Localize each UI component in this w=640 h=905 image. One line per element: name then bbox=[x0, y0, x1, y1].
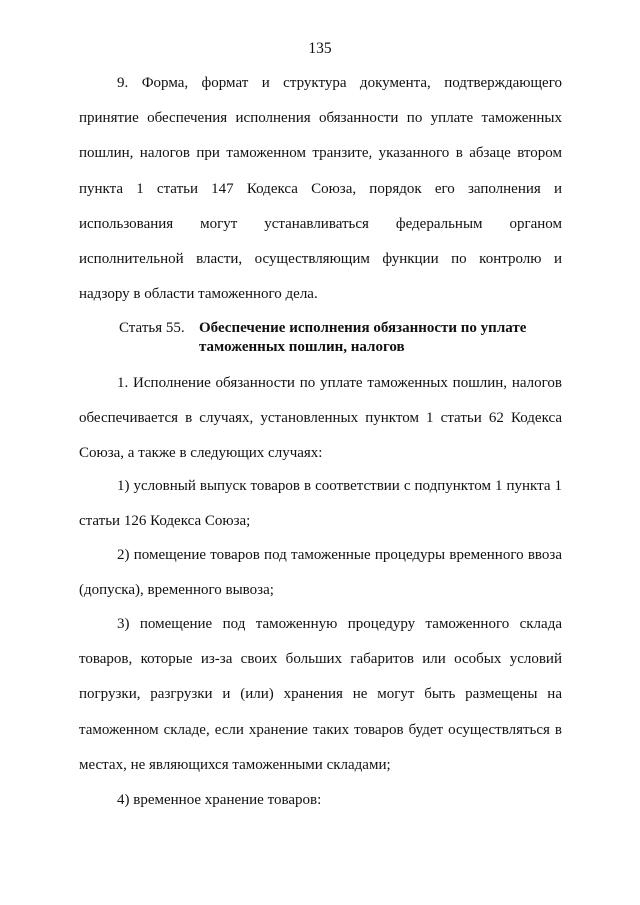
page-number: 135 bbox=[308, 40, 332, 57]
subparagraph-1: 1) условный выпуск товаров в соответствии с подпунктом 1 пункта 1 статьи 126 Кодекса Союза; bbox=[79, 478, 562, 530]
subparagraph-4: 4) временное хранение товаров: bbox=[117, 792, 322, 808]
article-title: Обеспечение исполнения обязанности по уплате таможенных пошлин, налогов bbox=[199, 320, 527, 355]
article-number: Статья 55. bbox=[119, 320, 185, 336]
subparagraph-3: 3) помещение под таможенную процедуру таможенного склада товаров, которые из-за своих больших габаритов или особых условий погрузки, разгрузки и (или) хранения не могут быть размещены на таможенном складе, если хранение таких товаров будет осуществляться в местах, не являющихся таможенными складами; bbox=[79, 616, 562, 773]
paragraph-1: 1. Исполнение обязанности по уплате таможенных пошлин, налогов обеспечивается в случаях, установленных пунктом 1 статьи 62 Кодекса Союза, а также в следующих случаях: bbox=[79, 375, 562, 462]
subparagraph-2: 2) помещение товаров под таможенные процедуры временного ввоза (допуска), временного вывоза; bbox=[79, 547, 562, 599]
paragraph-9: 9. Форма, формат и структура документа, подтверждающего принятие обеспечения исполнения обязанности по уплате таможенных пошлин, налогов при таможенном транзите, указанного в абзаце втором пункта 1 статьи 147 Кодекса Союза, порядок его заполнения и использования могут устанавливаться федеральным органом исполнительной власти, осуществляющим функции по контролю и надзору в области таможенного дела. bbox=[79, 75, 562, 303]
